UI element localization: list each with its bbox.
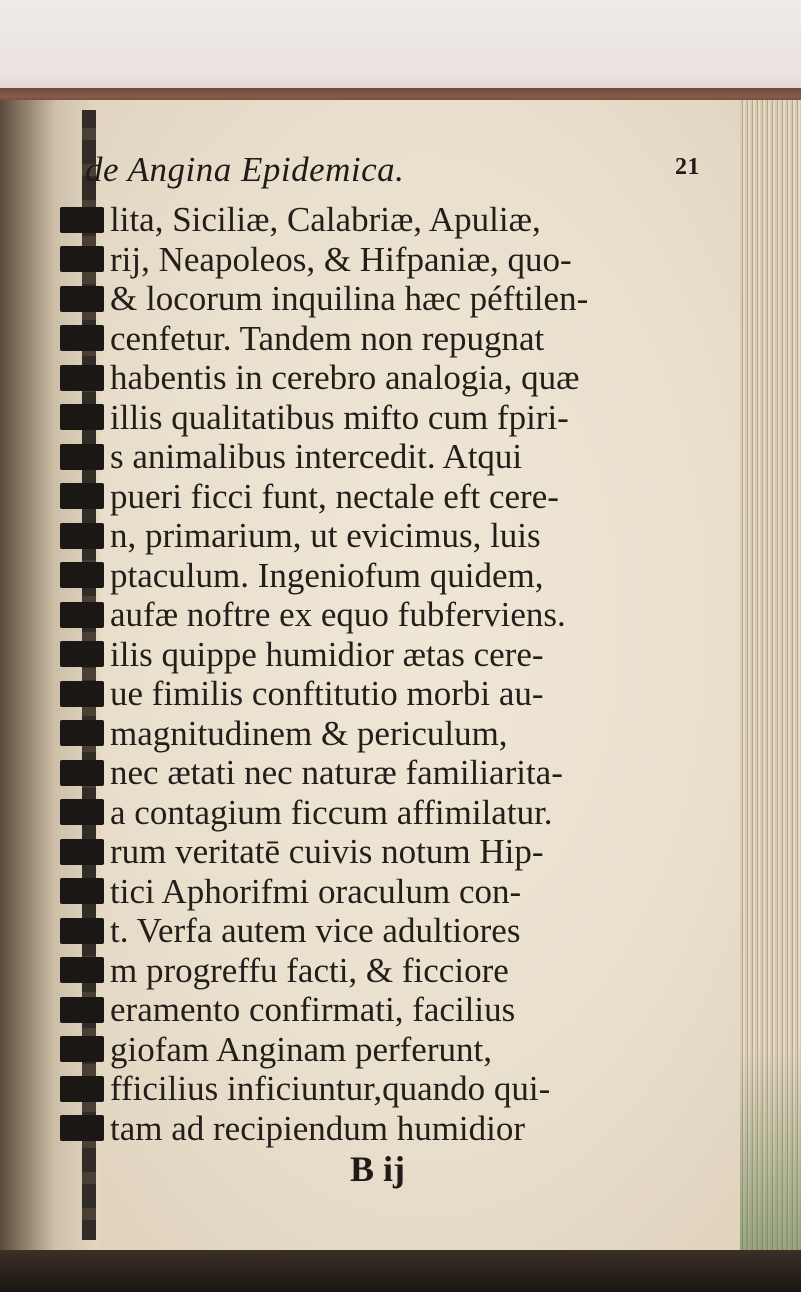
text-line xyxy=(60,951,740,991)
text-line xyxy=(60,240,740,280)
text-line xyxy=(60,832,740,872)
text-line xyxy=(60,635,740,675)
text-line xyxy=(60,319,740,359)
line-text: giofam Anginam perferunt, xyxy=(110,1029,492,1069)
right-edge-shadow xyxy=(740,1050,801,1260)
text-line xyxy=(60,872,740,912)
line-text: eramento confirmati, facilius xyxy=(110,990,516,1029)
gutter-shadow-mark xyxy=(60,681,104,707)
line-text: n, primarium, ut evicimus, luis xyxy=(110,516,541,555)
gutter-shadow-mark xyxy=(60,957,104,983)
line-text: pueri ficci funt, nectale eft cere- xyxy=(110,476,559,516)
gutter-shadow-mark xyxy=(60,1115,104,1141)
gutter-shadow-mark xyxy=(60,1076,104,1102)
gutter-shadow-mark xyxy=(60,562,104,588)
text-line xyxy=(60,793,740,833)
text-line xyxy=(60,437,740,477)
text-line xyxy=(60,911,740,951)
text-line xyxy=(60,358,740,398)
gutter-shadow-mark xyxy=(60,246,104,272)
gutter-shadow-mark xyxy=(60,207,104,233)
line-text: tam ad recipiendum humidior xyxy=(110,1108,526,1148)
line-text: lita, Siciliæ, Calabriæ, Apuliæ, xyxy=(110,200,541,239)
text-line xyxy=(60,477,740,517)
text-line xyxy=(60,556,740,596)
gutter-shadow-mark xyxy=(60,483,104,509)
gutter-shadow-mark xyxy=(60,839,104,865)
signature-mark xyxy=(60,1148,740,1198)
line-text: aufæ noftre ex equo fubferviens. xyxy=(110,595,566,634)
line-text: nec ætati nec naturæ familiarita- xyxy=(110,753,563,792)
gutter-shadow-mark xyxy=(60,404,104,430)
text-line xyxy=(60,200,740,240)
gutter-shadow-mark xyxy=(60,760,104,786)
gutter-shadow-mark xyxy=(60,444,104,470)
gutter-shadow-mark xyxy=(60,918,104,944)
text-line xyxy=(60,595,740,635)
page-number: 21 xyxy=(675,154,700,180)
gutter-shadow-mark xyxy=(60,641,104,667)
body-lines xyxy=(60,200,740,1148)
line-text: t. Verfa autem vice adultiores xyxy=(110,911,521,950)
text-line xyxy=(60,1030,740,1070)
gutter-shadow-mark xyxy=(60,602,104,628)
text-line xyxy=(60,1069,740,1109)
line-text: rij, Neapoleos, & Hifpaniæ, quo- xyxy=(110,239,572,279)
line-text: cenfetur. Tandem non repugnat xyxy=(110,318,545,358)
gutter-shadow-mark xyxy=(60,720,104,746)
line-text: tici Aphorifmi oraculum con- xyxy=(110,871,522,911)
gutter-shadow-mark xyxy=(60,325,104,351)
line-text: & locorum inquilina hæc péftilen- xyxy=(110,279,589,318)
gutter-shadow-mark xyxy=(60,997,104,1023)
line-text: s animalibus intercedit. Atqui xyxy=(110,437,523,476)
page-text-block xyxy=(60,150,740,1198)
line-text: ptaculum. Ingeniofum quidem, xyxy=(110,555,544,595)
gutter-shadow-mark xyxy=(60,799,104,825)
bottom-edge xyxy=(0,1250,801,1292)
line-text: rum veritatē cuivis notum Hip- xyxy=(110,832,544,871)
gutter-shadow-mark xyxy=(60,878,104,904)
line-text: fficilius inficiuntur,quando qui- xyxy=(110,1069,551,1108)
line-text: ilis quippe humidior ætas cere- xyxy=(110,634,544,674)
line-text: ue fimilis conftitutio morbi au- xyxy=(110,674,544,713)
line-text: a contagium ficcum affimilatur. xyxy=(110,792,553,832)
line-text: m progreffu facti, & ficciore xyxy=(110,950,509,990)
text-line xyxy=(60,398,740,438)
text-line xyxy=(60,674,740,714)
text-line xyxy=(60,516,740,556)
signature-text: B ij xyxy=(350,1149,406,1189)
text-line xyxy=(60,1109,740,1149)
running-head-title: de Angina Epidemica. xyxy=(85,150,405,189)
gutter-shadow-mark xyxy=(60,286,104,312)
gutter-shadow-mark xyxy=(60,523,104,549)
line-text: illis qualitatibus mifto cum fpiri- xyxy=(110,397,569,437)
text-line xyxy=(60,990,740,1030)
line-text: habentis in cerebro analogia, quæ xyxy=(110,358,580,397)
gutter-shadow-mark xyxy=(60,365,104,391)
text-line xyxy=(60,279,740,319)
line-text: magnitudinem & periculum, xyxy=(110,713,508,753)
gutter-shadow-mark xyxy=(60,1036,104,1062)
scan-background xyxy=(0,0,801,95)
text-line xyxy=(60,753,740,793)
text-line xyxy=(60,714,740,754)
running-header xyxy=(60,150,740,200)
